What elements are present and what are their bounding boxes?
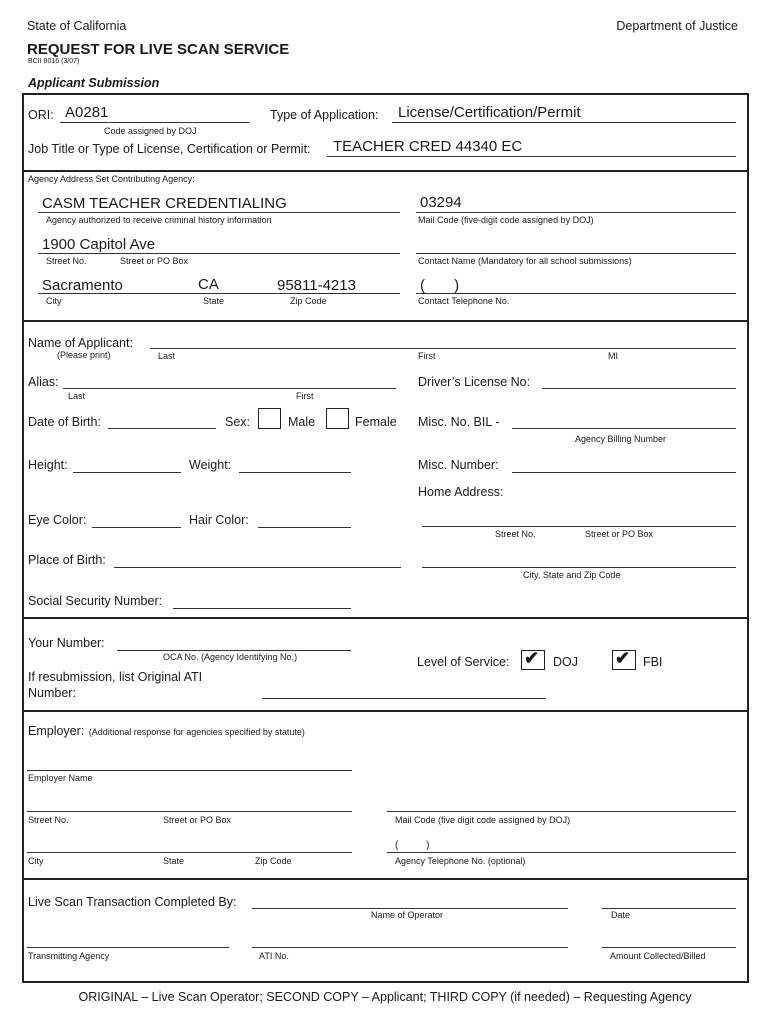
home-street-field[interactable] xyxy=(422,526,736,527)
zip-sub: Zip Code xyxy=(290,296,327,306)
employer-street-field[interactable] xyxy=(27,811,352,812)
employer-phone-sub: Agency Telephone No. (optional) xyxy=(395,856,526,866)
employer-mail-code-field[interactable] xyxy=(387,811,736,812)
form-title: REQUEST FOR LIVE SCAN SERVICE xyxy=(27,41,290,58)
mail-code-value[interactable]: 03294 xyxy=(420,194,462,211)
agency-name-field[interactable] xyxy=(38,212,400,213)
city-state-zip-field[interactable] xyxy=(38,293,400,294)
misc-bil-label: Misc. No. BIL - xyxy=(418,415,500,429)
check-mark-icon: ✔ xyxy=(524,648,540,668)
employer-city-field[interactable] xyxy=(27,852,352,853)
male-label: Male xyxy=(288,415,316,429)
misc-number-label: Misc. Number: xyxy=(418,458,499,472)
ssn-field[interactable] xyxy=(173,608,351,609)
doj-label: DOJ xyxy=(553,655,578,669)
doj-checkbox[interactable] xyxy=(521,650,545,670)
agency-heading: Agency Address Set Contributing Agency: xyxy=(28,174,195,184)
employer-state-sub: State xyxy=(163,856,185,866)
job-field[interactable] xyxy=(327,156,736,157)
alias-label: Alias: xyxy=(28,375,59,389)
ori-value[interactable]: A0281 xyxy=(65,104,109,121)
applicant-name-label: Name of Applicant: xyxy=(28,336,133,350)
level-label: Level of Service: xyxy=(417,655,510,669)
female-checkbox[interactable] xyxy=(326,408,349,429)
ori-label: ORI: xyxy=(28,108,54,122)
ati-field[interactable] xyxy=(252,947,568,948)
date-field[interactable] xyxy=(602,908,736,909)
your-number-field[interactable] xyxy=(117,650,351,651)
ati-sub: ATI No. xyxy=(259,951,289,961)
employer-name-sub: Employer Name xyxy=(28,773,93,783)
operator-field[interactable] xyxy=(252,908,568,909)
resub-field[interactable] xyxy=(262,698,546,699)
form-number: BCII 8016 (3/07) xyxy=(28,58,80,65)
street-field[interactable] xyxy=(38,253,400,254)
sex-label: Sex: xyxy=(225,415,251,429)
hair-field[interactable] xyxy=(258,527,351,528)
mail-code-sub: Mail Code (five-digit code assigned by DOJ) xyxy=(418,215,594,225)
height-field[interactable] xyxy=(73,472,181,473)
employer-phone-parens: ( ) xyxy=(395,840,430,851)
operator-sub: Name of Operator xyxy=(371,910,444,920)
agency-name-value[interactable]: CASM TEACHER CREDENTIALING xyxy=(42,195,287,212)
ori-sub: Code assigned by DOJ xyxy=(104,126,197,136)
female-label: Female xyxy=(355,415,397,429)
billing-sub: Agency Billing Number xyxy=(575,434,667,444)
hair-label: Hair Color: xyxy=(189,513,249,527)
alias-field[interactable] xyxy=(63,388,396,389)
employer-zip-sub: Zip Code xyxy=(255,856,292,866)
agency-name-sub: Agency authorized to receive criminal history information xyxy=(46,215,272,225)
contact-field[interactable] xyxy=(416,253,736,254)
job-value[interactable]: TEACHER CRED 44340 EC xyxy=(333,138,523,155)
city-sub: City xyxy=(46,296,62,306)
fbi-label: FBI xyxy=(643,655,663,669)
please-print: (Please print) xyxy=(57,350,111,360)
divider xyxy=(22,170,749,172)
mi-sub: MI xyxy=(608,351,618,361)
type-label: Type of Application: xyxy=(270,108,379,122)
amount-field[interactable] xyxy=(602,947,736,948)
transmitting-sub: Transmitting Agency xyxy=(28,951,110,961)
mail-code-field[interactable] xyxy=(416,212,736,213)
male-checkbox[interactable] xyxy=(258,408,281,429)
amount-sub: Amount Collected/Billed xyxy=(610,951,706,961)
eye-label: Eye Color: xyxy=(28,513,87,527)
employer-name-field[interactable] xyxy=(27,770,352,771)
check-mark-icon: ✔ xyxy=(615,648,631,668)
divider xyxy=(22,320,749,322)
type-value[interactable]: License/Certification/Permit xyxy=(398,104,581,121)
state-sub: State xyxy=(203,296,225,306)
type-field[interactable] xyxy=(392,122,736,123)
misc-bil-field[interactable] xyxy=(512,428,736,429)
weight-label: Weight: xyxy=(189,458,232,472)
transaction-label: Live Scan Transaction Completed By: xyxy=(28,895,237,909)
home-city-sub: City, State and Zip Code xyxy=(523,570,621,580)
city-value[interactable]: Sacramento xyxy=(42,277,123,294)
home-street-sub: Street or PO Box xyxy=(585,529,654,539)
pob-label: Place of Birth: xyxy=(28,553,106,567)
street-no-sub: Street No. xyxy=(46,256,87,266)
dl-field[interactable] xyxy=(542,388,736,389)
section-title: Applicant Submission xyxy=(28,76,160,90)
employer-street-no-sub: Street No. xyxy=(28,815,69,825)
phone-field[interactable] xyxy=(416,293,736,294)
home-address-label: Home Address: xyxy=(418,485,504,499)
pob-field[interactable] xyxy=(114,567,401,568)
divider xyxy=(22,710,749,712)
resub-label-line2: Number: xyxy=(28,686,76,700)
footer-copies: ORIGINAL – Live Scan Operator; SECOND COPY – Applicant; THIRD COPY (if needed) – Requesting Agency xyxy=(78,990,692,1004)
eye-field[interactable] xyxy=(92,527,181,528)
dob-label: Date of Birth: xyxy=(28,415,101,429)
transmitting-agency-field[interactable] xyxy=(27,947,229,948)
employer-note: (Additional response for agencies specified by statute) xyxy=(88,727,305,737)
fbi-checkbox[interactable] xyxy=(612,650,636,670)
weight-field[interactable] xyxy=(239,472,351,473)
department-label: Department of Justice xyxy=(616,19,738,33)
ori-field[interactable] xyxy=(60,122,249,123)
state-value[interactable]: CA xyxy=(198,276,219,293)
job-label: Job Title or Type of License, Certification or Permit: xyxy=(28,142,311,156)
employer-phone-field[interactable] xyxy=(387,852,736,853)
street-value[interactable]: 1900 Capitol Ave xyxy=(42,236,156,253)
state-label: State of California xyxy=(27,19,127,33)
home-city-field[interactable] xyxy=(422,567,736,568)
first-sub: First xyxy=(418,351,436,361)
phone-sub: Contact Telephone No. xyxy=(418,296,510,306)
home-street-no-sub: Street No. xyxy=(495,529,536,539)
employer-street-sub: Street or PO Box xyxy=(163,815,232,825)
employer-mail-code-sub: Mail Code (five digit code assigned by DOJ) xyxy=(395,815,571,825)
applicant-name-field[interactable] xyxy=(150,348,736,349)
alias-last-sub: Last xyxy=(68,391,86,401)
divider xyxy=(22,878,749,880)
height-label: Height: xyxy=(28,458,68,472)
dob-field[interactable] xyxy=(108,428,216,429)
employer-label: Employer: xyxy=(28,724,85,738)
dl-label: Driver’s License No: xyxy=(418,375,531,389)
misc-number-field[interactable] xyxy=(512,472,736,473)
last-sub: Last xyxy=(158,351,176,361)
alias-first-sub: First xyxy=(296,391,314,401)
resub-label-line1: If resubmission, list Original ATI xyxy=(28,670,203,684)
street-sub: Street or PO Box xyxy=(120,256,189,266)
your-number-label: Your Number: xyxy=(28,636,105,650)
oca-sub: OCA No. (Agency Identifying No.) xyxy=(163,652,298,662)
zip-value[interactable]: 95811-4213 xyxy=(277,277,356,294)
contact-sub: Contact Name (Mandatory for all school submissions) xyxy=(418,256,632,266)
divider xyxy=(22,617,749,619)
ssn-label: Social Security Number: xyxy=(28,594,163,608)
date-sub: Date xyxy=(611,910,631,920)
phone-value[interactable]: ( ) xyxy=(420,277,460,294)
employer-city-sub: City xyxy=(28,856,44,866)
employer-heading xyxy=(28,722,305,740)
